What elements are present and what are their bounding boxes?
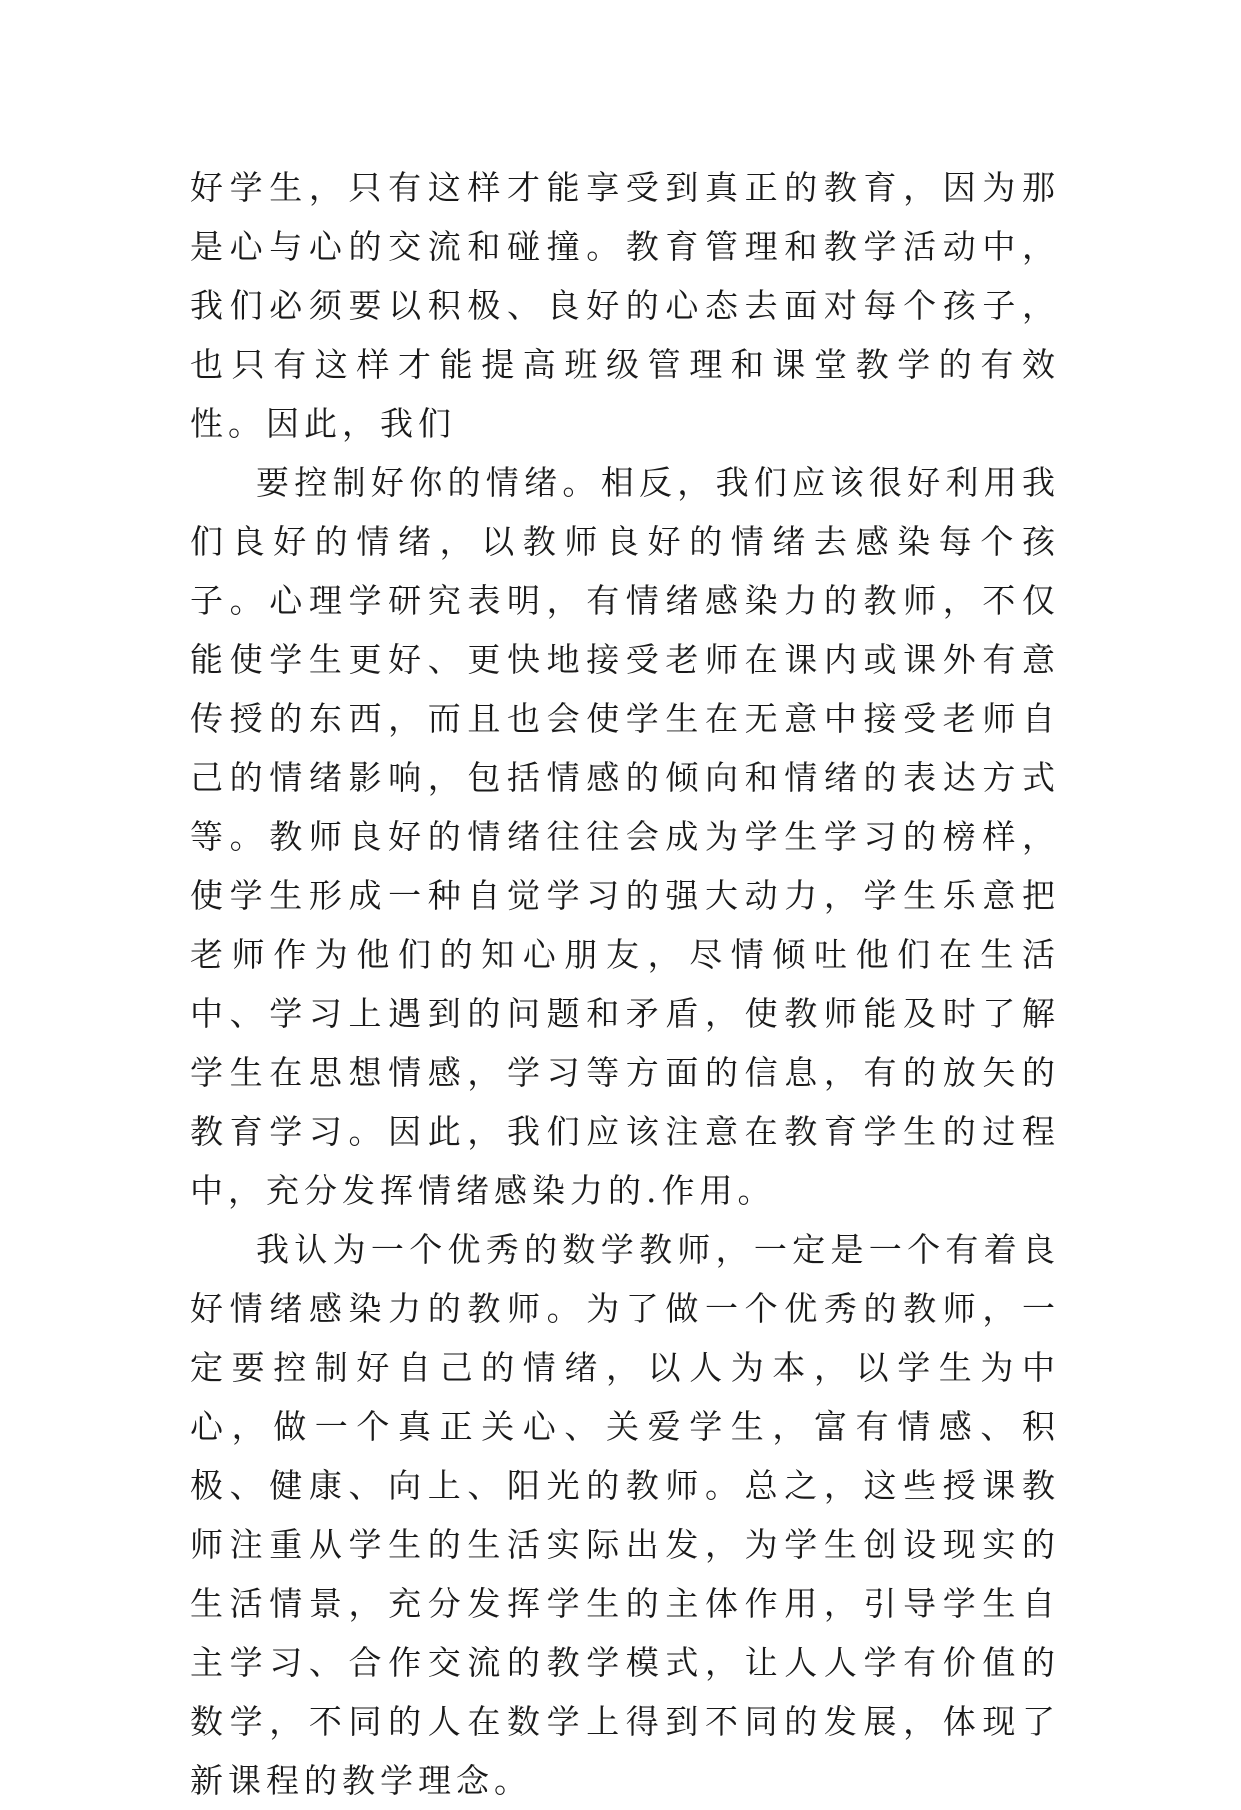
paragraph-3: 我认为一个优秀的数学教师，一定是一个有着良好情绪感染力的教师。为了做一个优秀的教师，一定要控制好自己的情绪，以人为本，以学生为中心，做一个真正关心、关爱学生，富有情感、积极、健康、向上、阳光的教师。总之，这些授课教师注重从学生的生活实际出发，为学生创设现实的生活情景，充分发挥学生的主体作用，引导学生自主学习、合作交流的教学模式，让人人学有价值的数学，不同的人在数学上得到不同的发展，体现了新课程的教学理念。 xyxy=(190,1230,1060,1800)
paragraph-1: 好学生，只有这样才能享受到真正的教育，因为那是心与心的交流和碰撞。教育管理和教学活动中，我们必须要以积极、良好的心态去面对每个孩子，也只有这样才能提高班级管理和课堂教学的有效性。因此，我们 xyxy=(190,168,1060,443)
body-text xyxy=(190,158,1060,1810)
paragraph-2: 要控制好你的情绪。相反，我们应该很好利用我们良好的情绪，以教师良好的情绪去感染每个孩子。心理学研究表明，有情绪感染力的教师，不仅能使学生更好、更快地接受老师在课内或课外有意传授的东西，而且也会使学生在无意中接受老师自己的情绪影响，包括情感的倾向和情绪的表达方式等。教师良好的情绪往往会成为学生学习的榜样，使学生形成一种自觉学习的强大动力，学生乐意把老师作为他们的知心朋友，尽情倾吐他们在生活中、学习上遇到的问题和矛盾，使教师能及时了解学生在思想情感，学习等方面的信息，有的放矢的教育学习。因此，我们应该注意在教育学生的过程中，充分发挥情绪感染力的.作用。 xyxy=(190,463,1060,1210)
